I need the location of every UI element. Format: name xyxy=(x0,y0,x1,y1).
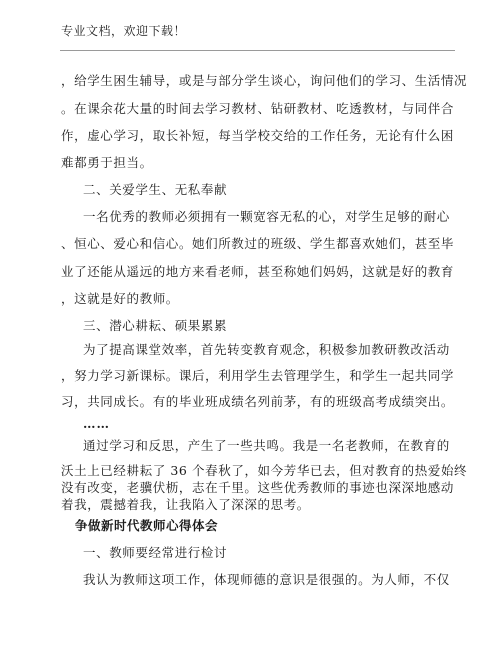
paragraph-line: ，这就是好的教师。 xyxy=(61,291,179,306)
section-heading: 三、潜心耕耘、硕果累累 xyxy=(83,318,228,333)
paragraph-line: 沃土上已经耕耘了 36 个春秋了，如今芳华已去，但对教育的热爱始终 xyxy=(61,463,468,478)
paragraph-line: 、恒心、爱心和信心。她们所教过的班级、学生都喜欢她们，甚至毕 xyxy=(61,236,455,251)
paragraph-line: 作，虚心学习，取长补短，每当学校交给的工作任务，无论有什么困 xyxy=(61,128,455,143)
paragraph-line: 没有改变，老骥伏枥，志在千里。这些优秀教师的事迹也深深地感动 xyxy=(61,480,455,495)
paragraph-line: 。在课余花大量的时间去学习教材、钻研教材、吃透教材，与同伴合 xyxy=(61,101,455,116)
paragraph-line: 我认为教师这项工作，体现师德的意识是很强的。为人师，不仅 xyxy=(83,572,450,587)
paragraph-line: 通过学习和反思，产生了一些共鸣。我是一名老教师，在教育的 xyxy=(83,438,450,453)
ellipsis: …… xyxy=(83,416,110,431)
paragraph-line: 着我，震撼着我，让我陷入了深深的思考。 xyxy=(61,497,310,512)
paragraph-line: ，努力学习新课标。课后，利用学生去管理学生，和学生一起共同学 xyxy=(61,368,455,383)
paragraph-line: 一名优秀的教师必须拥有一颗宽容无私的心，对学生足够的耐心 xyxy=(83,209,450,224)
section-heading: 一、教师要经常进行检讨 xyxy=(83,545,228,560)
paragraph-line: ，给学生困生辅导，或是与部分学生谈心，询问他们的学习、生活情况 xyxy=(61,73,468,88)
paragraph-line: 难都勇于担当。 xyxy=(61,155,153,170)
paragraph-line: 习，共同成长。有的毕业班成绩名列前茅，有的班级高考成绩突出。 xyxy=(61,394,455,409)
article-title: 争做新时代教师心得体会 xyxy=(75,518,219,533)
section-heading: 二、关爱学生、无私奉献 xyxy=(83,182,228,197)
paragraph-line: 为了提高课堂效率，首先转变教育观念，积极参加教研教改活动 xyxy=(83,342,450,357)
paragraph-line: 业了还能从遥远的地方来看老师，甚至称她们妈妈，这就是好的教育 xyxy=(61,264,455,279)
page-header: 专业文档，欢迎下载！ xyxy=(61,24,187,38)
